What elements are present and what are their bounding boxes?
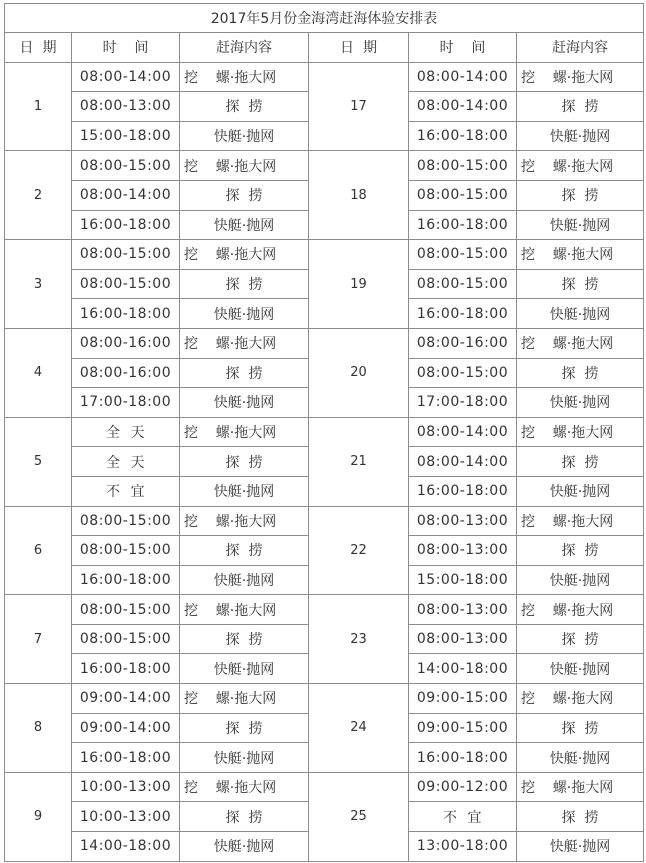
- time-cell-right: 08:00-15:00: [409, 269, 517, 299]
- date-cell-right: 25: [309, 772, 409, 861]
- time-cell-right: 16:00-18:00: [409, 476, 517, 506]
- activity-cell-right: 探 捞: [517, 92, 644, 122]
- time-cell-left: 10:00-13:00: [72, 772, 180, 802]
- date-cell-right: 19: [309, 240, 409, 329]
- time-cell-left: 08:00-15:00: [72, 240, 180, 270]
- table-row: [5, 506, 644, 536]
- activity-cell-left: 探 捞: [180, 802, 309, 832]
- time-cell-right: 08:00-15:00: [409, 151, 517, 181]
- schedule-body: [5, 62, 644, 861]
- activity-cell-left: 挖 螺·拖大网: [180, 417, 309, 447]
- activity-cell-left: 快艇·抛网: [180, 654, 309, 684]
- time-cell-left: 16:00-18:00: [72, 565, 180, 595]
- time-cell-right: 16:00-18:00: [409, 121, 517, 151]
- table-title: 2017年5月份金海湾赶海体验安排表: [5, 4, 644, 33]
- activity-cell-right: 挖 螺·拖大网: [517, 151, 644, 181]
- time-cell-left: 16:00-18:00: [72, 210, 180, 240]
- time-cell-left: 08:00-15:00: [72, 269, 180, 299]
- time-cell-right: 08:00-13:00: [409, 624, 517, 654]
- time-cell-right: 08:00-13:00: [409, 536, 517, 566]
- date-cell-right: 21: [309, 417, 409, 506]
- activity-cell-left: 快艇·抛网: [180, 565, 309, 595]
- activity-cell-right: 探 捞: [517, 802, 644, 832]
- activity-cell-left: 挖 螺·拖大网: [180, 62, 309, 92]
- time-cell-right: 08:00-13:00: [409, 595, 517, 625]
- date-cell-left: 4: [5, 328, 72, 417]
- activity-cell-right: 挖 螺·拖大网: [517, 240, 644, 270]
- table-row: [5, 772, 644, 802]
- time-cell-right: 09:00-15:00: [409, 713, 517, 743]
- activity-cell-left: 快艇·抛网: [180, 832, 309, 862]
- activity-cell-right: 挖 螺·拖大网: [517, 328, 644, 358]
- time-cell-right: 不 宜: [409, 802, 517, 832]
- activity-cell-left: 挖 螺·拖大网: [180, 151, 309, 181]
- time-cell-left: 08:00-15:00: [72, 536, 180, 566]
- activity-cell-right: 快艇·抛网: [517, 476, 644, 506]
- time-cell-left: 全 天: [72, 447, 180, 477]
- activity-cell-right: 快艇·抛网: [517, 299, 644, 329]
- activity-cell-right: 挖 螺·拖大网: [517, 772, 644, 802]
- activity-cell-left: 快艇·抛网: [180, 210, 309, 240]
- date-cell-left: 1: [5, 62, 72, 151]
- time-cell-left: 08:00-15:00: [72, 151, 180, 181]
- header-date-left: 日 期: [5, 33, 72, 63]
- activity-cell-right: 探 捞: [517, 358, 644, 388]
- activity-cell-right: 快艇·抛网: [517, 210, 644, 240]
- activity-cell-left: 探 捞: [180, 713, 309, 743]
- activity-cell-left: 探 捞: [180, 180, 309, 210]
- time-cell-left: 09:00-14:00: [72, 684, 180, 714]
- time-cell-right: 17:00-18:00: [409, 388, 517, 418]
- table-row: [5, 595, 644, 625]
- time-cell-right: 08:00-16:00: [409, 328, 517, 358]
- time-cell-right: 15:00-18:00: [409, 565, 517, 595]
- activity-cell-left: 探 捞: [180, 358, 309, 388]
- table-row: [5, 151, 644, 181]
- activity-cell-left: 挖 螺·拖大网: [180, 506, 309, 536]
- activity-cell-left: 挖 螺·拖大网: [180, 772, 309, 802]
- activity-cell-right: 挖 螺·拖大网: [517, 417, 644, 447]
- time-cell-right: 16:00-18:00: [409, 743, 517, 773]
- time-cell-left: 10:00-13:00: [72, 802, 180, 832]
- activity-cell-left: 探 捞: [180, 536, 309, 566]
- date-cell-left: 2: [5, 151, 72, 240]
- time-cell-right: 08:00-13:00: [409, 506, 517, 536]
- activity-cell-right: 探 捞: [517, 180, 644, 210]
- time-cell-left: 08:00-16:00: [72, 358, 180, 388]
- time-cell-left: 08:00-15:00: [72, 624, 180, 654]
- activity-cell-right: 快艇·抛网: [517, 121, 644, 151]
- time-cell-left: 16:00-18:00: [72, 743, 180, 773]
- header-time-right: 时 间: [409, 33, 517, 63]
- time-cell-left: 14:00-18:00: [72, 832, 180, 862]
- activity-cell-right: 探 捞: [517, 713, 644, 743]
- activity-cell-left: 探 捞: [180, 269, 309, 299]
- time-cell-left: 15:00-18:00: [72, 121, 180, 151]
- header-date-right: 日 期: [309, 33, 409, 63]
- date-cell-left: 6: [5, 506, 72, 595]
- time-cell-left: 16:00-18:00: [72, 299, 180, 329]
- activity-cell-left: 快艇·抛网: [180, 121, 309, 151]
- activity-cell-right: 快艇·抛网: [517, 654, 644, 684]
- date-cell-left: 9: [5, 772, 72, 861]
- activity-cell-left: 挖 螺·拖大网: [180, 684, 309, 714]
- activity-cell-right: 探 捞: [517, 269, 644, 299]
- time-cell-left: 08:00-16:00: [72, 328, 180, 358]
- activity-cell-left: 快艇·抛网: [180, 476, 309, 506]
- time-cell-left: 09:00-14:00: [72, 713, 180, 743]
- activity-cell-left: 探 捞: [180, 624, 309, 654]
- date-cell-left: 8: [5, 684, 72, 773]
- time-cell-left: 08:00-15:00: [72, 506, 180, 536]
- date-cell-right: 17: [309, 62, 409, 151]
- date-cell-right: 22: [309, 506, 409, 595]
- activity-cell-left: 快艇·抛网: [180, 743, 309, 773]
- activity-cell-right: 挖 螺·拖大网: [517, 506, 644, 536]
- table-row: [5, 684, 644, 714]
- date-cell-left: 5: [5, 417, 72, 506]
- activity-cell-left: 挖 螺·拖大网: [180, 240, 309, 270]
- time-cell-left: 08:00-14:00: [72, 180, 180, 210]
- header-row: [5, 33, 644, 63]
- title-row: [5, 4, 644, 33]
- time-cell-left: 全 天: [72, 417, 180, 447]
- time-cell-left: 08:00-15:00: [72, 595, 180, 625]
- date-cell-left: 7: [5, 595, 72, 684]
- time-cell-right: 08:00-14:00: [409, 417, 517, 447]
- activity-cell-right: 快艇·抛网: [517, 565, 644, 595]
- time-cell-left: 16:00-18:00: [72, 654, 180, 684]
- activity-cell-right: 探 捞: [517, 624, 644, 654]
- activity-cell-left: 快艇·抛网: [180, 388, 309, 418]
- time-cell-right: 16:00-18:00: [409, 210, 517, 240]
- time-cell-right: 16:00-18:00: [409, 299, 517, 329]
- header-activity-left: 赶海内容: [180, 33, 309, 63]
- date-cell-right: 23: [309, 595, 409, 684]
- header-time-left: 时 间: [72, 33, 180, 63]
- time-cell-left: 08:00-14:00: [72, 62, 180, 92]
- time-cell-right: 08:00-15:00: [409, 240, 517, 270]
- activity-cell-left: 探 捞: [180, 92, 309, 122]
- time-cell-right: 09:00-12:00: [409, 772, 517, 802]
- time-cell-left: 08:00-13:00: [72, 92, 180, 122]
- activity-cell-left: 快艇·抛网: [180, 299, 309, 329]
- activity-cell-right: 快艇·抛网: [517, 832, 644, 862]
- date-cell-right: 18: [309, 151, 409, 240]
- table-row: [5, 62, 644, 92]
- time-cell-left: 17:00-18:00: [72, 388, 180, 418]
- date-cell-right: 20: [309, 328, 409, 417]
- activity-cell-right: 探 捞: [517, 447, 644, 477]
- table-row: [5, 328, 644, 358]
- activity-cell-right: 挖 螺·拖大网: [517, 595, 644, 625]
- activity-cell-left: 探 捞: [180, 447, 309, 477]
- time-cell-left: 不 宜: [72, 476, 180, 506]
- table-row: [5, 417, 644, 447]
- time-cell-right: 09:00-15:00: [409, 684, 517, 714]
- activity-cell-right: 挖 螺·拖大网: [517, 684, 644, 714]
- activity-cell-right: 快艇·抛网: [517, 388, 644, 418]
- time-cell-right: 08:00-14:00: [409, 447, 517, 477]
- activity-cell-right: 挖 螺·拖大网: [517, 62, 644, 92]
- header-activity-right: 赶海内容: [517, 33, 644, 63]
- table-row: [5, 240, 644, 270]
- activity-cell-right: 快艇·抛网: [517, 743, 644, 773]
- activity-cell-left: 挖 螺·拖大网: [180, 328, 309, 358]
- time-cell-right: 13:00-18:00: [409, 832, 517, 862]
- activity-cell-right: 探 捞: [517, 536, 644, 566]
- date-cell-left: 3: [5, 240, 72, 329]
- time-cell-right: 08:00-15:00: [409, 180, 517, 210]
- time-cell-right: 08:00-14:00: [409, 92, 517, 122]
- time-cell-right: 14:00-18:00: [409, 654, 517, 684]
- schedule-table: [4, 3, 644, 862]
- date-cell-right: 24: [309, 684, 409, 773]
- time-cell-right: 08:00-15:00: [409, 358, 517, 388]
- activity-cell-left: 挖 螺·拖大网: [180, 595, 309, 625]
- time-cell-right: 08:00-14:00: [409, 62, 517, 92]
